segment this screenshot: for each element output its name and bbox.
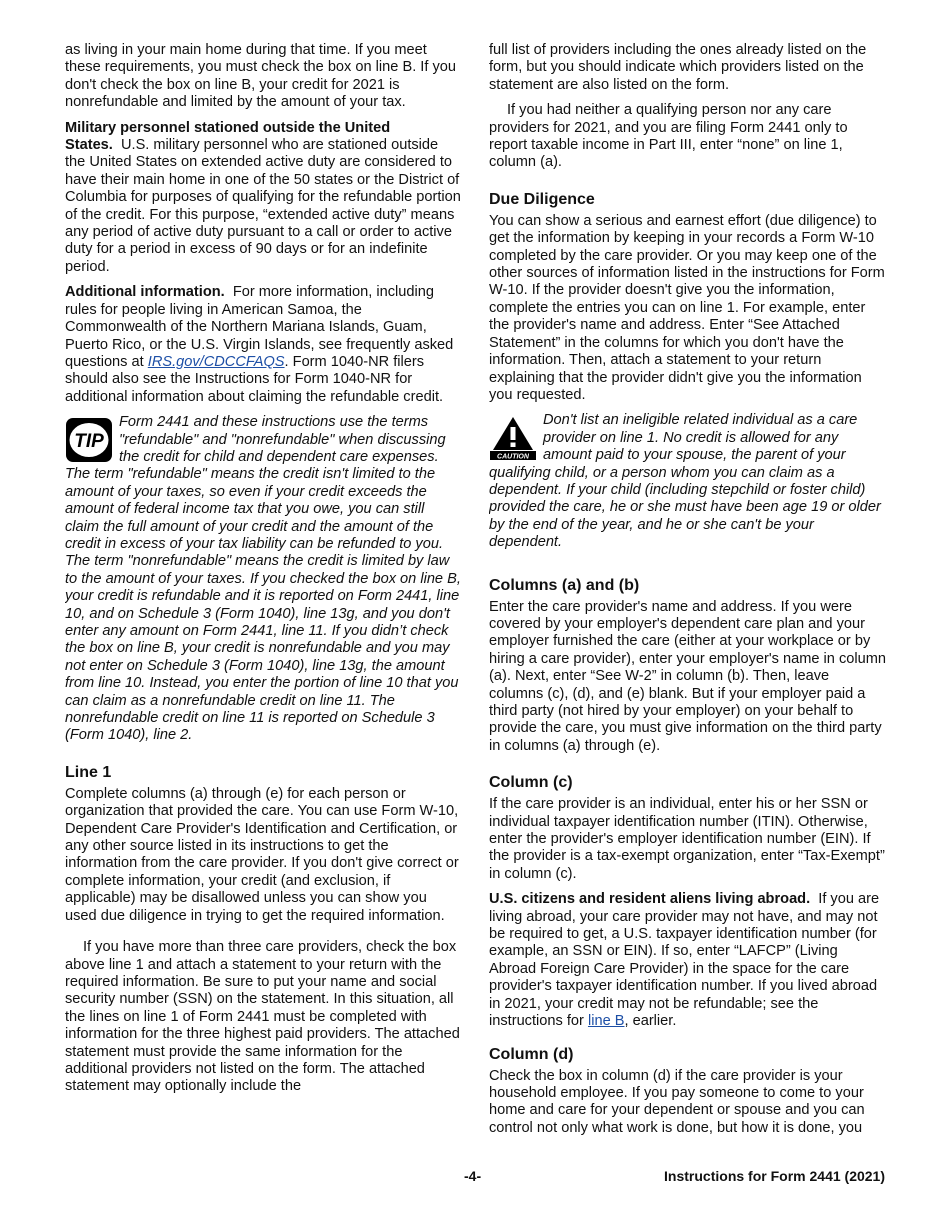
paragraph-provider-list: full list of providers including the ones already listed on the form, but you should indicate which providers listed on the statement are also listed on the form. [489,42,867,93]
caution-note [489,412,887,551]
living-abroad-text-2: , earlier. [624,1013,677,1030]
due-diligence-text: You can show a serious and earnest effort (due diligence) to get the information by keeping in your records a Form W-10 completed by the care provider. Or you may keep one of the other sources of information listed in the instructions for Form W-10. If the provider doesn't give you the information, complete the entries you can on line 1. For example, enter the provider's name and address. Enter “See Attached Statement” in the columns for which you don't have the information. Then, attach a statement to your return explaining that the provider didn't give you the information you requested. [489,212,885,403]
line1-heading: Line 1 [65,763,112,781]
living-abroad-text-1: If you are living abroad, your care provider may not have, and may not be required to get, a U.S. taxpayer identification number (for example, an SSN or EIN). If so, enter “LAFCP” (Living Abroad Foreign Care Provider) in the space for the care provider's taxpayer identification number. If you lived abroad in 2021, your credit may not be refundable; see the instructions for [489,891,880,1030]
line1-paragraph-1: Complete columns (a) through (e) for each person or organization that provided the care. You can use Form W-10, Dependent Care Provider's Identification and Certification, or any other source listed in its instructions to get the information from the care provider. If you don't give correct or complete information, your credit (and exclusion, if applicable) may be disallowed unless you can show you used due diligence in trying to get the required information. [65,785,459,924]
military-text: U.S. military personnel who are stationed outside the United States on extended active duty are considered to have their main home in one of the 50 states or the District of Columbia for purposes of qualifying for the refundable portion of the credit. For this purpose, “extended active duty” means any period of active duty pursuant to a call or order to active duty for a period in excess of 90 days or for an indefinite period. [65,137,461,275]
line-b-link[interactable]: line B [587,1013,625,1030]
line1-paragraph-2: If you have more than three care providers, check the box above line 1 and attach a statement to your return with the required information. Be sure to put your name and social security number (SSN) on the statement. In this situation, all the lines on line 1 of Form 2441 must be completed with information for the three highest paid providers. The attached statement must provide the same information for the additional providers not listed on the form. The attached statement may optionally include the [65,939,460,1095]
irs-cdccfaqs-link[interactable]: IRS.gov/CDCCFAQS [147,353,285,370]
columns-a-b-heading: Columns (a) and (b) [489,576,640,594]
tip-icon [65,417,113,463]
tip-text: Form 2441 and these instructions use the terms "refundable" and "nonrefundable" when discussing the credit for child and dependent care expenses. The term "refundable" means the credit isn't limited to the amount of your taxes, so even if your credit exceeds the amount of federal income tax that you owe, you can still claim the full amount of your credit and the amount of the credit in excess of your tax liability can be refunded to you. The term "nonrefundable" means the credit is limited by law to the amount of your taxes. If you checked the box on line B, your credit is refundable and it is reported on Form 2441, line 10, and on Schedule 3 (Form 1040), line 13g, and you don't enter any amount on Form 2441, line 11. If you didn’t check the box on line B, your credit is nonrefundable and you may not enter on Schedule 3 (Form 1040), line 13g, the amount from line 10. Instead, you enter the portion of line 10 that you can claim as a nonrefundable credit on line 11. The nonrefundable credit on line 11 is reported on Schedule 3 (Form 1040), line 2. [65,414,461,744]
column-d-text: Check the box in column (d) if the care provider is your household employee. If you pay someone to come to your home and care for your dependent or spouse and you can control not only what work is done, but how it is done, you [489,1067,865,1136]
left-column [65,42,461,1104]
paragraph-military [65,120,461,277]
tip-note [65,414,461,745]
footer-form-title: Instructions for Form 2441 (2021) [664,1168,885,1184]
paragraph-no-qualifying-person: If you had neither a qualifying person nor any care providers for 2021, and you are filing Form 2441 only to report taxable income in Part III, enter “none” on line 1, column (a). [489,102,848,171]
column-c-text: If the care provider is an individual, enter his or her SSN or individual taxpayer identification number (ITIN). Otherwise, enter the provider's employer identification number (EIN). If the provider is a tax-exempt organization, enter “Tax-Exempt” in column (c). [489,796,885,882]
column-c-heading: Column (c) [489,774,573,792]
column-d-heading: Column (d) [489,1045,574,1063]
tip-icon-label: TIP [74,431,104,453]
additional-info-text-1: For more information, including rules for people living in American Samoa, the Commonwealth of the Northern Mariana Islands, Guam, Puerto Rico, or the U.S. Virgin Islands, see frequently asked questions at [65,284,454,370]
living-abroad-heading: U.S. citizens and resident aliens living abroad. [489,891,811,908]
additional-info-heading: Additional information. [65,284,225,301]
right-column [489,42,887,1145]
paragraph-additional-info [65,284,461,406]
caution-text: Don't list an ineligible related individual as a care provider on line 1. No credit is allowed for any amount paid to your spouse, the parent of your qualifying child, or a person whom you can claim as a dependent. If your child (including stepchild or foster child) provided the care, he or she must have been age 19 or older by the end of the year, and he or she can't be your dependent. [489,412,881,551]
military-heading: Military personnel stationed outside the United States. [65,119,391,154]
paragraph-main-home: as living in your main home during that time. If you meet these requirements, you must check the box on line B. If you don't check the box on line B, your credit for 2021 is nonrefundable and limited by the amount of your tax. [65,42,456,111]
page-number: -4- [464,1168,482,1184]
caution-icon-label: CAUTION [497,453,529,461]
paragraph-living-abroad [489,891,887,1030]
due-diligence-heading: Due Diligence [489,190,595,208]
additional-info-text-2: . Form 1040-NR filers should also see the Instructions for Form 1040-NR for additional information about claiming the refundable credit. [65,353,444,405]
columns-a-b-text: Enter the care provider's name and address. If you were covered by your employer's dependent care plan and your employer furnished the care (either at your workplace or by hiring a care provider), enter your employer's name in column (a). Next, enter “See W-2” in column (b). Then, leave columns (c), (d), and (e) blank. But if your employer paid a third party (not hired by your employer) on your behalf to provide the care, you must give information on the third party in columns (a) through (e). [489,598,886,754]
caution-icon [489,415,537,461]
